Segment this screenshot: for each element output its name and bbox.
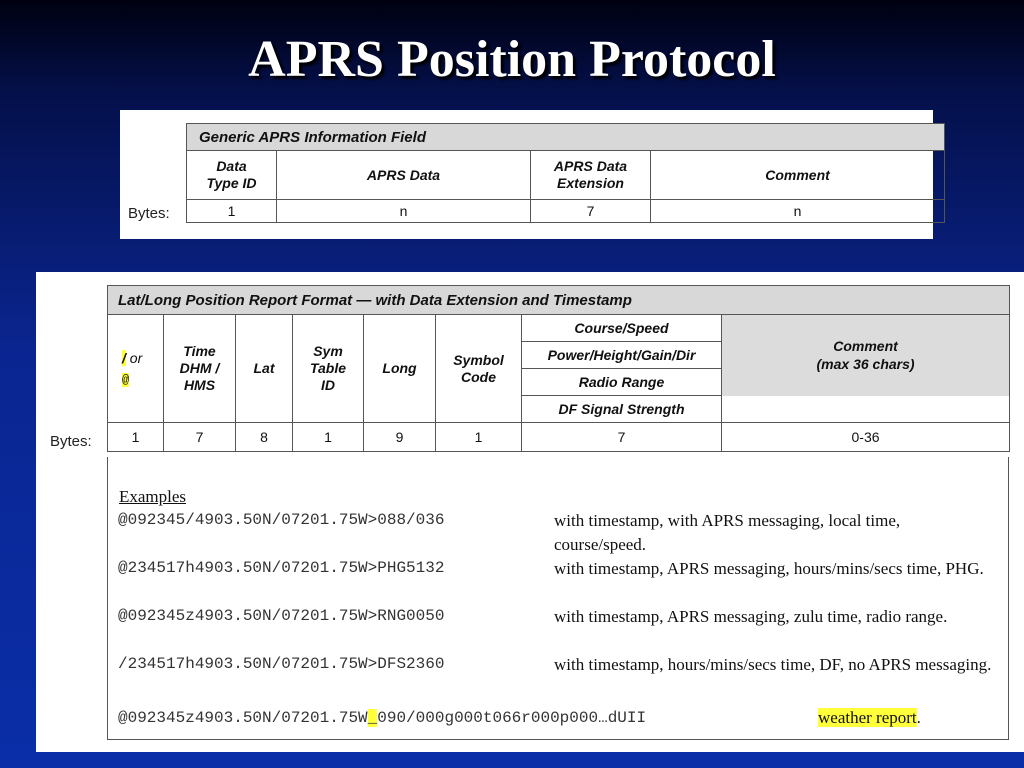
bytes-aprs-data-extension: 7 — [531, 200, 651, 223]
weather-code-suffix: 090/000g000t066r000p000…dUII — [377, 709, 647, 727]
weather-report-highlight: weather report — [818, 708, 917, 727]
or-label: or — [129, 349, 143, 366]
generic-table-header: Generic APRS Information Field — [187, 124, 945, 151]
col-aprs-data: APRS Data — [277, 151, 531, 200]
example-description: with timestamp, APRS messaging, hours/mins/secs time, PHG. — [554, 559, 984, 578]
slash-symbol: / — [122, 349, 126, 366]
weather-report-period: . — [916, 708, 921, 727]
bytes-sym-table-id: 1 — [293, 423, 364, 452]
bytes-label: Bytes: — [128, 205, 170, 222]
ext-radio-range: Radio Range — [522, 369, 722, 396]
at-symbol: @ — [122, 372, 130, 387]
example-code: @234517h4903.50N/07201.75W>PHG5132 — [118, 559, 445, 577]
example-code: @092345/4903.50N/07201.75W>088/036 — [118, 511, 445, 529]
col-data-type-id — [108, 315, 164, 423]
col-time: Time DHM / HMS — [164, 315, 236, 423]
comment-blank-cell — [722, 396, 1010, 423]
bytes-data-type-id: 1 — [108, 423, 164, 452]
weather-report-label — [818, 708, 921, 728]
latlong-format-table — [107, 285, 1010, 452]
bytes-data-type-id: 1 — [187, 200, 277, 223]
generic-field-panel — [120, 110, 933, 239]
generic-field-table — [186, 123, 945, 223]
example-code: /234517h4903.50N/07201.75W>DFS2360 — [118, 655, 445, 673]
example-description: with timestamp, hours/mins/secs time, DF, no APRS messaging. — [554, 655, 992, 674]
weather-symbol-highlight: _ — [367, 709, 378, 727]
slide-title: APRS Position Protocol — [248, 31, 776, 88]
bytes-lat: 8 — [236, 423, 293, 452]
bytes-comment: 0-36 — [722, 423, 1010, 452]
ext-df-signal-strength: DF Signal Strength — [522, 396, 722, 423]
bytes-symbol-code: 1 — [436, 423, 522, 452]
col-comment: Comment (max 36 chars) — [722, 315, 1010, 396]
examples-box — [107, 457, 1009, 740]
col-comment: Comment — [651, 151, 945, 200]
bytes-time: 7 — [164, 423, 236, 452]
weather-example-code — [118, 709, 646, 727]
example-description: with timestamp, APRS messaging, zulu time, radio range. — [554, 607, 948, 626]
latlong-format-panel — [36, 272, 1024, 752]
bytes-comment: n — [651, 200, 945, 223]
example-code: @092345z4903.50N/07201.75W>RNG0050 — [118, 607, 445, 625]
examples-label: Examples — [119, 487, 187, 506]
bytes-label: Bytes: — [50, 433, 92, 450]
example-description: with timestamp, with APRS messaging, local time, course/speed. — [554, 511, 901, 554]
bytes-aprs-data: n — [277, 200, 531, 223]
col-aprs-data-extension: APRS Data Extension — [531, 151, 651, 200]
ext-course-speed: Course/Speed — [522, 315, 722, 342]
col-lat: Lat — [236, 315, 293, 423]
bytes-data-extension: 7 — [522, 423, 722, 452]
weather-code-prefix: @092345z4903.50N/07201.75W — [118, 709, 368, 727]
col-long: Long — [364, 315, 436, 423]
latlong-table-header: Lat/Long Position Report Format — with Data Extension and Timestamp — [108, 286, 1010, 315]
col-sym-table-id: Sym Table ID — [293, 315, 364, 423]
bytes-long: 9 — [364, 423, 436, 452]
ext-power-height-gain-dir: Power/Height/Gain/Dir — [522, 342, 722, 369]
col-symbol-code: Symbol Code — [436, 315, 522, 423]
col-data-type-id: Data Type ID — [187, 151, 277, 200]
